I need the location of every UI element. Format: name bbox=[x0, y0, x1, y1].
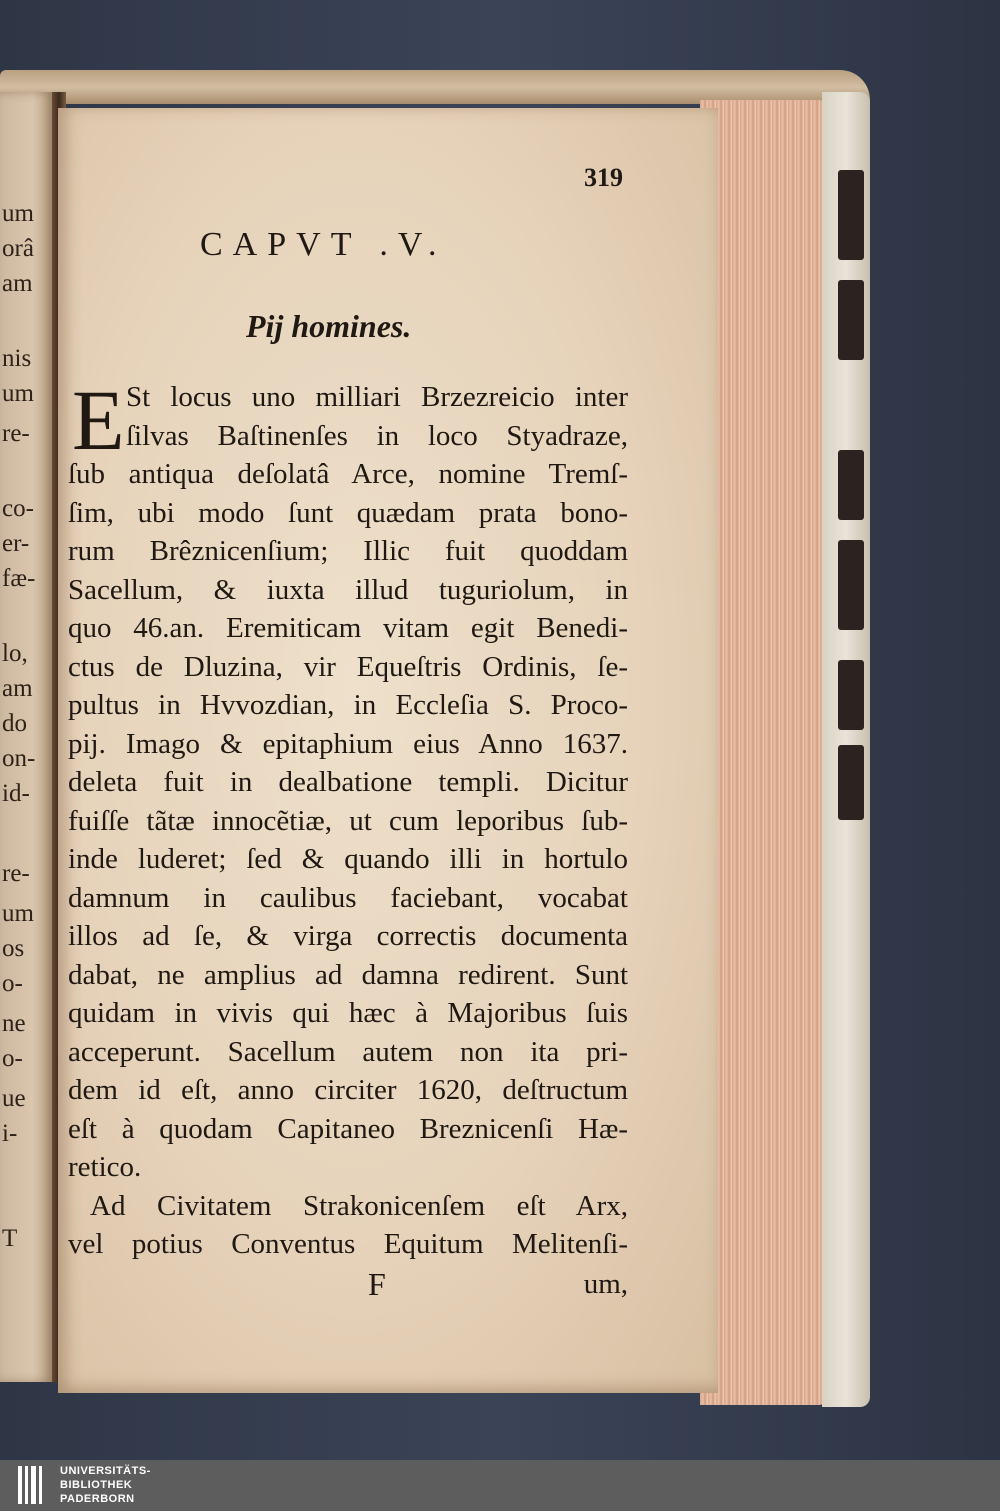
left-page-fragment: o- bbox=[2, 970, 23, 997]
cover-print-fragment bbox=[838, 450, 864, 520]
left-page-fragment: am bbox=[2, 270, 33, 297]
page-number: 319 bbox=[584, 163, 623, 192]
drop-cap: E bbox=[72, 372, 125, 468]
left-page-fragment: id- bbox=[2, 780, 30, 807]
left-page-fragment: lo, bbox=[2, 640, 28, 667]
text-line: ſilvas Baſtinenſes in loco Styadraze, bbox=[126, 419, 628, 452]
library-name bbox=[60, 1464, 151, 1506]
cover-print-fragment bbox=[838, 660, 864, 730]
cover-print-fragment bbox=[838, 540, 864, 630]
text-line: pultus in Hvvozdian, in Eccleſia S. Proco- bbox=[68, 689, 628, 721]
chapter-heading: CAPVT .V. bbox=[200, 226, 447, 263]
text-line: illos ad ſe, & virga correctis documenta bbox=[68, 920, 628, 952]
signature-mark: F bbox=[368, 1265, 386, 1302]
text-line: inde luderet; ſed & quando illi in hortulo bbox=[68, 843, 628, 875]
left-page-fragment: ue bbox=[2, 1085, 26, 1112]
library-name-line: UNIVERSITÄTS- bbox=[60, 1465, 151, 1477]
left-page-fragment: co- bbox=[2, 495, 34, 522]
page-stack-fore-edge bbox=[700, 100, 825, 1405]
text-line: retico. bbox=[68, 1151, 142, 1183]
text-line: dabat, ne amplius ad damna redirent. Sunt bbox=[68, 958, 628, 991]
library-footer bbox=[0, 1460, 1000, 1511]
left-page-edge bbox=[0, 92, 54, 1382]
left-page-fragment: re- bbox=[2, 420, 30, 447]
text-line: eſt à quodam Capitaneo Breznicenſi Hæ- bbox=[68, 1112, 628, 1145]
text-line: acceperunt. Sacellum autem non ita pri- bbox=[68, 1035, 628, 1068]
cover-print-fragment bbox=[838, 170, 864, 260]
left-page-fragment: i- bbox=[2, 1120, 18, 1147]
left-page-fragment: er- bbox=[2, 530, 30, 557]
text-line: damnum in caulibus faciebant, vocabat bbox=[68, 881, 628, 914]
text-line: quo 46.an. Eremiticam vitam egit Benedi- bbox=[68, 612, 628, 644]
left-page-fragment: re- bbox=[2, 860, 30, 887]
left-page-fragment: ne bbox=[2, 1010, 26, 1037]
book-page bbox=[58, 108, 718, 1393]
text-line: Ad Civitatem Strakonicenſem eſt Arx, bbox=[90, 1189, 628, 1222]
left-page-fragment: um bbox=[2, 380, 34, 407]
left-page-fragment: orâ bbox=[2, 235, 34, 262]
text-line: St locus uno milliari Brzezreicio inter bbox=[126, 381, 628, 413]
binding-top-edge bbox=[0, 70, 870, 104]
text-line: Sacellum, & iuxta illud tuguriolum, in bbox=[68, 573, 628, 606]
left-page-fragment: o- bbox=[2, 1045, 23, 1072]
body-text bbox=[68, 372, 628, 1304]
text-line: ſub antiqua deſolatâ Arce, nomine Tremſ- bbox=[68, 458, 628, 490]
text-line: ctus de Dluzina, vir Equeſtris Ordinis, ſe- bbox=[68, 650, 628, 683]
left-page-fragment: um bbox=[2, 900, 34, 927]
text-line: quidam in vivis qui hæc à Majoribus ſuis bbox=[68, 997, 628, 1029]
left-page-fragment: um bbox=[2, 200, 34, 227]
text-line: vel potius Conventus Equitum Melitenſi- bbox=[68, 1228, 628, 1260]
text-line: deleta fuit in dealbatione templi. Dicitur bbox=[68, 766, 628, 798]
left-page-fragment: on- bbox=[2, 745, 36, 772]
left-page-fragment: os bbox=[2, 935, 25, 962]
left-page-fragment: do bbox=[2, 710, 27, 737]
text-line: rum Brêznicenſium; Illic fuit quoddam bbox=[68, 535, 628, 567]
cover-print-fragment bbox=[838, 280, 864, 360]
library-logo-icon bbox=[18, 1466, 52, 1504]
page-foot bbox=[68, 1264, 628, 1304]
catchword: um, bbox=[583, 1267, 628, 1300]
library-name-line: BIBLIOTHEK bbox=[60, 1479, 133, 1491]
text-line: ſim, ubi modo ſunt quædam prata bono- bbox=[68, 496, 628, 529]
section-title: Pij homines. bbox=[246, 308, 412, 344]
library-name-line: PADERBORN bbox=[60, 1493, 135, 1505]
left-page-fragment: am bbox=[2, 675, 33, 702]
left-page-fragment: nis bbox=[2, 345, 32, 372]
text-line: dem id eſt, anno circiter 1620, deſtructum bbox=[68, 1074, 628, 1106]
text-line: fuiſſe tãtæ innocẽtiæ, ut cum leporibus ſub- bbox=[68, 804, 628, 837]
text-line: pij. Imago & epitaphium eius Anno 1637. bbox=[68, 727, 628, 760]
cover-print-fragment bbox=[838, 745, 864, 820]
left-page-text-fragments bbox=[0, 92, 54, 1382]
left-page-fragment: T bbox=[2, 1225, 18, 1252]
left-page-fragment: fæ- bbox=[2, 565, 36, 592]
